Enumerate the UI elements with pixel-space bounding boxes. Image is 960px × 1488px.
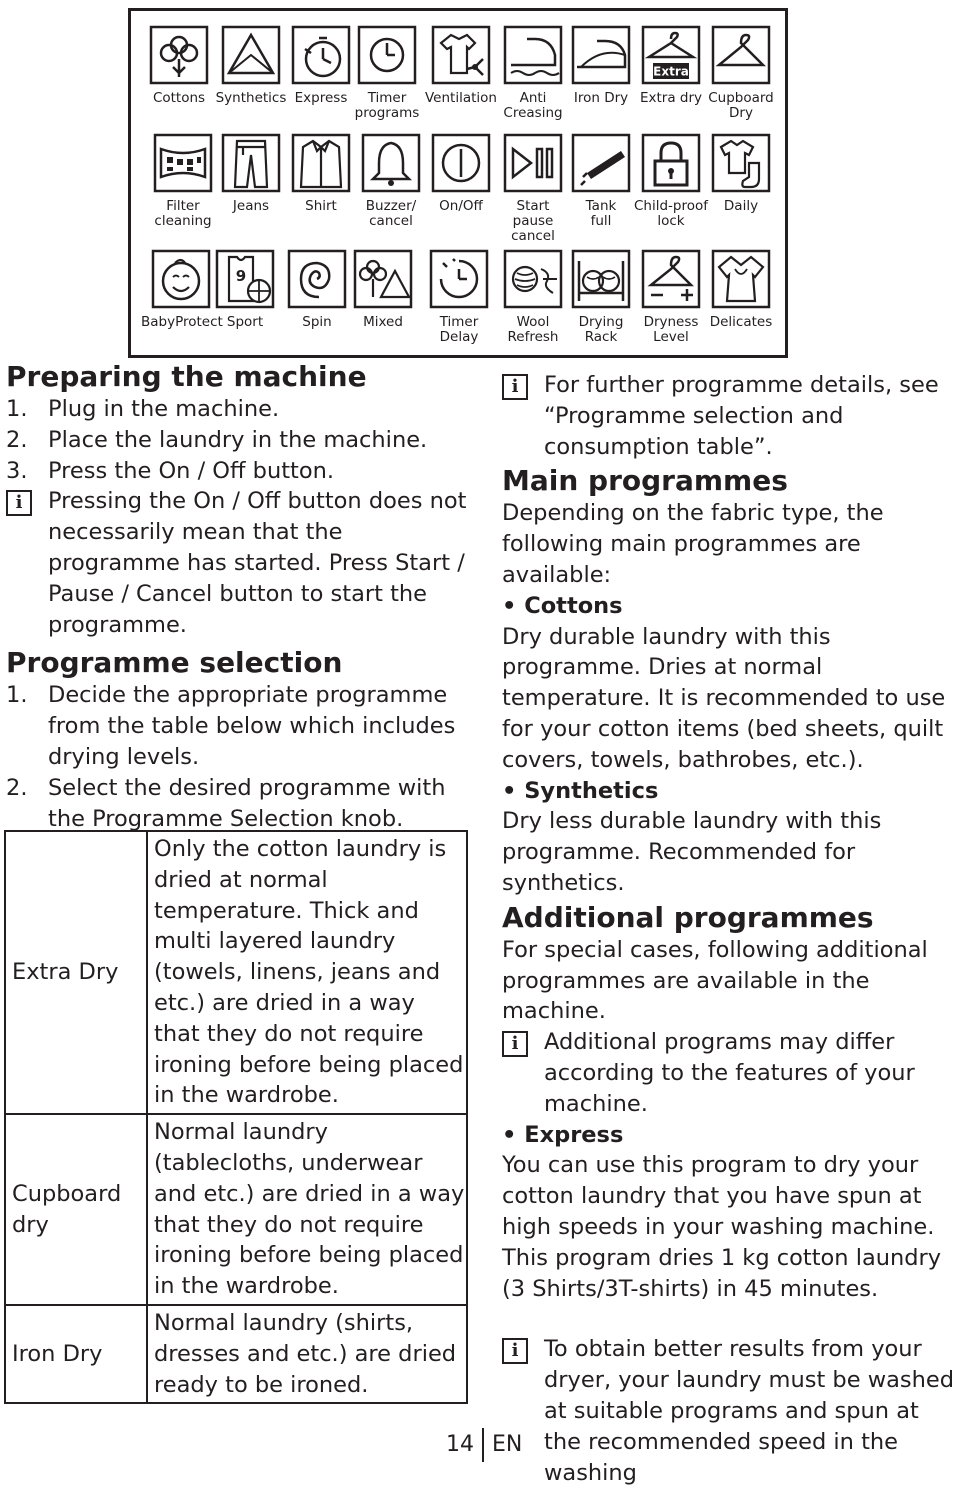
additional-programmes-title: Additional programmes (502, 900, 874, 934)
shirt-sock-icon (711, 133, 771, 193)
symbol-timer-delay (419, 249, 499, 345)
drying-rack-icon (571, 249, 631, 309)
preparing-title: Preparing the machine (6, 360, 367, 393)
bell-icon (361, 133, 421, 193)
symbol-extra-dry (631, 25, 711, 106)
info-icon: i (6, 490, 32, 516)
symbol-label: Ventilation (425, 90, 497, 106)
symbol-mixed (343, 249, 423, 330)
selection-title: Programme selection (6, 646, 343, 680)
iron-steam-icon (503, 25, 563, 85)
right-column (502, 370, 960, 1488)
programme-table (4, 830, 468, 1404)
symbol-delicates (701, 249, 781, 330)
note-text: Additional programs may differ according to the features of your machine. (544, 1029, 915, 1117)
list-text: Decide the appropriate programme from the table below which includes drying levels. (48, 682, 456, 770)
symbol-label: Mixed (363, 314, 403, 330)
list-item (6, 773, 476, 835)
list-text: Place the laundry in the machine. (48, 426, 428, 453)
hanger-plus-minus-icon (641, 249, 701, 309)
wool-yarn-icon (503, 249, 563, 309)
symbol-label: Child-proof lock (633, 198, 709, 229)
list-number: 2. (6, 426, 28, 453)
info-note (502, 1334, 960, 1488)
symbol-label: Timer Delay (439, 314, 479, 345)
filter-icon (153, 133, 213, 193)
symbol-cupboard-dry (701, 25, 781, 121)
timer-delay-icon (429, 249, 489, 309)
iron-icon (571, 25, 631, 85)
symbol-legend-panel (128, 8, 788, 358)
symbol-label: Timer programs (354, 90, 420, 121)
sport-number-text: 9 (235, 267, 247, 285)
extra-badge-text: Extra (653, 64, 689, 79)
symbol-label: Express (294, 90, 348, 106)
stopwatch-icon (291, 25, 351, 85)
list-text: Press the On / Off button. (48, 457, 335, 484)
synthetics-triangle-icon (221, 25, 281, 85)
list-item (6, 456, 476, 487)
note-text: Pressing the On / Off button does not necessarily mean that the programme has started. Press Start / Pause / Cancel button to start the programme. (48, 488, 467, 638)
page-number: 14 (446, 1432, 474, 1457)
list-item (6, 394, 476, 425)
hanger-extra-icon (641, 25, 701, 85)
info-icon: i (502, 1031, 528, 1057)
padlock-icon (641, 133, 701, 193)
symbol-label: Synthetics (215, 90, 287, 106)
symbol-label: Drying Rack (578, 314, 624, 345)
additional-programmes-intro: For special cases, following additional programmes are available in the machine. (502, 936, 928, 1025)
symbol-on-off (421, 133, 501, 214)
cottons-text: Dry durable laundry with this programme. Dries at normal temperature. It is recommended to use for your cotton items (bed sheets, quilt covers, towels, bathrobes, etc.). (502, 623, 946, 773)
symbol-label: Buzzer/ cancel (365, 198, 417, 229)
footer-divider (482, 1428, 484, 1462)
list-number: 2. (6, 774, 28, 801)
symbol-label: Daily (723, 198, 759, 214)
symbol-iron-dry (561, 25, 641, 106)
table-row (5, 1305, 467, 1403)
table-cell-description: Normal laundry (shirts, dresses and etc.) are dried ready to be ironed. (147, 1305, 467, 1403)
symbol-label: Jeans (232, 198, 270, 214)
symbol-sport (205, 249, 285, 330)
timer-clock-icon (357, 25, 417, 85)
play-pause-icon (503, 133, 563, 193)
jersey-ball-icon (215, 249, 275, 309)
symbol-buzzer (351, 133, 431, 229)
hanger-icon (711, 25, 771, 85)
note-text: For further programme details, see “Programme selection and consumption table”. (544, 372, 939, 460)
jeans-icon (221, 133, 281, 193)
list-number: 3. (6, 457, 28, 484)
info-icon: i (502, 374, 528, 400)
spiral-icon (287, 249, 347, 309)
symbol-label: Dryness Level (643, 314, 699, 345)
symbol-label: Start pause cancel (511, 198, 555, 244)
page-footer (446, 1428, 522, 1462)
symbol-timer-programs (347, 25, 427, 121)
list-number: 1. (6, 682, 28, 709)
symbol-label: BabyProtect (141, 314, 223, 330)
symbol-label: Tank full (585, 198, 617, 229)
table-cell-description: Normal laundry (tablecloths, underwear and etc.) are dried in a way that they do not require ironing before being placed in the wardrobe. (147, 1114, 467, 1305)
list-text: Select the desired programme with the Programme Selection knob. (48, 774, 446, 832)
left-column (6, 360, 476, 834)
table-cell-description: Only the cotton laundry is dried at normal temperature. Thick and multi layered laundry (towels, linens, jeans and etc.) are dried in a way that they do not require ironing before being placed in the wardrobe. (147, 831, 467, 1114)
express-heading: • Express (502, 1121, 624, 1148)
synthetics-heading: • Synthetics (502, 777, 659, 804)
table-row (5, 831, 467, 1114)
list-number: 1. (6, 396, 28, 422)
symbol-cottons (139, 25, 219, 106)
symbol-jeans (211, 133, 291, 214)
express-text: You can use this program to dry your cotton laundry that you have spun at high speeds in your washing machine. This program dries 1 kg cotton laundry (3 Shirts/3T-shirts) in 45 minutes. (502, 1152, 942, 1302)
table-cell-programme: Cupboard dry (5, 1114, 147, 1305)
symbol-label: Wool Refresh (507, 314, 559, 345)
table-cell-programme: Extra Dry (5, 831, 147, 1114)
symbol-daily (701, 133, 781, 214)
tshirt-fan-icon (431, 25, 491, 85)
symbol-synthetics (211, 25, 291, 106)
baby-face-icon (151, 249, 211, 309)
symbol-label: Filter cleaning (154, 198, 212, 229)
symbol-tank-full (561, 133, 641, 229)
list-text: Plug in the machine. (48, 396, 280, 422)
symbol-dryness-level (631, 249, 711, 345)
symbol-label: Delicates (709, 314, 773, 330)
table-row (5, 1114, 467, 1305)
info-note (502, 1027, 960, 1119)
main-programmes-title: Main programmes (502, 464, 788, 498)
list-item (6, 680, 476, 772)
list-item (6, 425, 476, 456)
language-code: EN (492, 1432, 523, 1457)
table-cell-programme: Iron Dry (5, 1305, 147, 1403)
blouse-icon (711, 249, 771, 309)
main-programmes-intro: Depending on the fabric type, the following main programmes are available: (502, 500, 884, 588)
symbol-label: Cottons (152, 90, 206, 106)
info-note (502, 370, 960, 462)
info-note (6, 486, 476, 640)
info-icon: i (502, 1338, 528, 1364)
cottons-heading: • Cottons (502, 592, 623, 619)
symbol-label: Sport (226, 314, 264, 330)
mixed-icon (353, 249, 413, 309)
synthetics-text: Dry less durable laundry with this programme. Recommended for synthetics. (502, 808, 882, 896)
tank-icon (571, 133, 631, 193)
symbol-child-lock (631, 133, 711, 229)
symbol-drying-rack (561, 249, 641, 345)
symbol-label: Shirt (305, 198, 337, 214)
cotton-flower-icon (149, 25, 209, 85)
symbol-label: Spin (302, 314, 332, 330)
power-icon (431, 133, 491, 193)
note-text: To obtain better results from your dryer, your laundry must be washed at suitable programs and spun at the recommended speed in the washing (544, 1336, 954, 1486)
symbol-label: Cupboard Dry (708, 90, 774, 121)
symbol-ventilation (421, 25, 501, 106)
shirt-icon (291, 133, 351, 193)
symbol-label: Anti Creasing (503, 90, 563, 121)
symbol-label: Extra dry (639, 90, 703, 106)
symbol-shirt (281, 133, 361, 214)
symbol-label: On/Off (439, 198, 483, 214)
symbol-label: Iron Dry (573, 90, 629, 106)
